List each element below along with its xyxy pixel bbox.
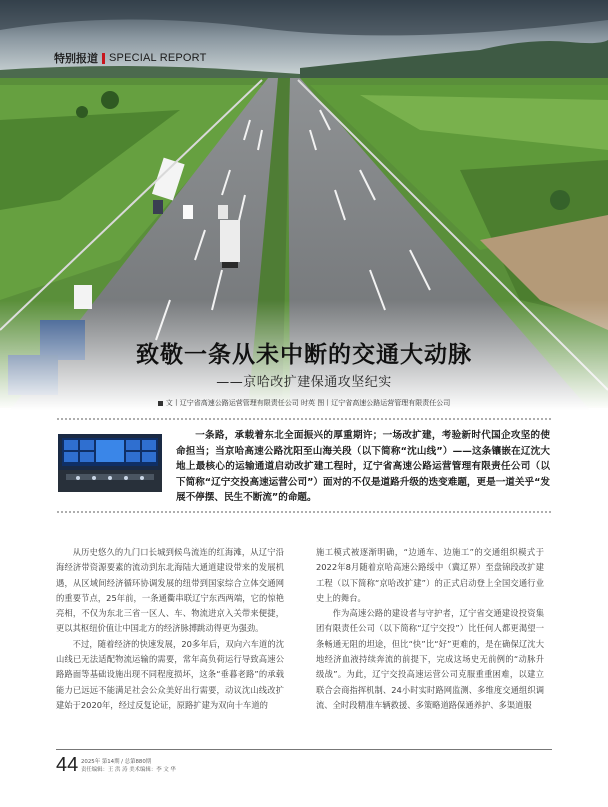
- byline-square-icon: [158, 401, 163, 406]
- footer-rule: [56, 749, 552, 750]
- body-column-left: [56, 545, 284, 713]
- body-paragraph: 从历史悠久的九门口长城到候鸟流连的红海滩，从辽宁沿海经济带资源要素的流动到东北海陆大通道建设带来的发展机遇，从区域间经济循环协调发展的纽带到国家综合立体交通网的重要节点，25年前，一条通衢串联辽宁东西两端，它的惊艳亮相，不仅为东北三省一区人、车、物流进京入关带来便捷，更以其枢纽价值让中国北方的经济脉搏跳动得更为强劲。: [56, 547, 284, 634]
- intro-dotted-rule-top: [56, 417, 552, 421]
- article-byline: [0, 398, 608, 408]
- issue-line: 2025年 第14期 / 总第880期: [81, 759, 152, 765]
- section-label-zh: 特别报道: [54, 52, 98, 65]
- section-accent-bar: [102, 53, 105, 64]
- body-paragraph: 作为高速公路的建设者与守护者，辽宁省交通建设投资集团有限责任公司（以下简称“辽宁交投”）比任何人都更渴望一条畅通无阻的坦途，但比“快”比“好”更难的，是在确保辽沈大地经济血液持续奔流的前提下，完成这场史无前例的“动脉升级战”。为此，辽宁交投高速运营公司克服重重困难，以建立联合会商指挥机制、24小时实时路网监测、多维度交通组织调流、全时段精准车辆救援、多策略道路保通养护、多渠道服: [316, 608, 544, 710]
- body-paragraph: 不过，随着经济的快速发展，20多年后，双向六车道的沈山线已无法适配物流运输的需要，常年高负荷运行导致高速公路路面等基础设施出现不同程度损坏，这条“垂暮老路”的承载能力已远远不能满足社会公众美好出行需要，动议沈山线改扩建始于2020年，经过反复论证，原路扩建为双向十车道的: [56, 638, 284, 710]
- section-tag: [54, 50, 207, 66]
- control-room-photo: [58, 434, 162, 492]
- article-title: 致敬一条从未中断的交通大动脉: [136, 342, 472, 368]
- editor-line: 责任编辑：王 洪 涛 美术编辑：李 文 华: [81, 767, 176, 773]
- page-number: 44: [56, 754, 79, 776]
- intro-dotted-rule-bottom: [56, 510, 552, 514]
- issue-info: [81, 758, 176, 774]
- section-label-en: SPECIAL REPORT: [109, 52, 207, 64]
- control-room-illustration: [58, 434, 162, 492]
- byline-text: 文丨辽宁省高速公路运营管理有限责任公司 时英 图丨辽宁省高速公路运营管理有限责任公司: [165, 399, 451, 407]
- body-paragraph: 施工模式被逐渐明确，“边通车、边施工”的交通组织模式于2022年8月随着京哈高速公路绥中（冀辽界）至盘锦段改扩建工程（以下简称“京哈改扩建”）的正式启动登上全国交通行业史上的舞台。: [316, 547, 544, 603]
- body-column-right: [316, 545, 544, 713]
- intro-paragraph: 一条路，承载着东北全面振兴的厚重期许；一场改扩建，考验新时代国企攻坚的使命担当；当京哈高速公路沈阳至山海关段（以下简称“沈山线”）——这条镶嵌在辽沈大地上最核心的运输通道启动改扩建工程时，辽宁省高速公路运营管理有限责任公司（以下简称“辽宁交投高速运营公司”）面对的不仅是道路升级的迭变难题，更是一道关乎“发展不停摆、民生不断流”的命题。: [176, 430, 550, 504]
- article-subtitle: ——京哈改扩建保通攻坚纪实: [216, 375, 392, 390]
